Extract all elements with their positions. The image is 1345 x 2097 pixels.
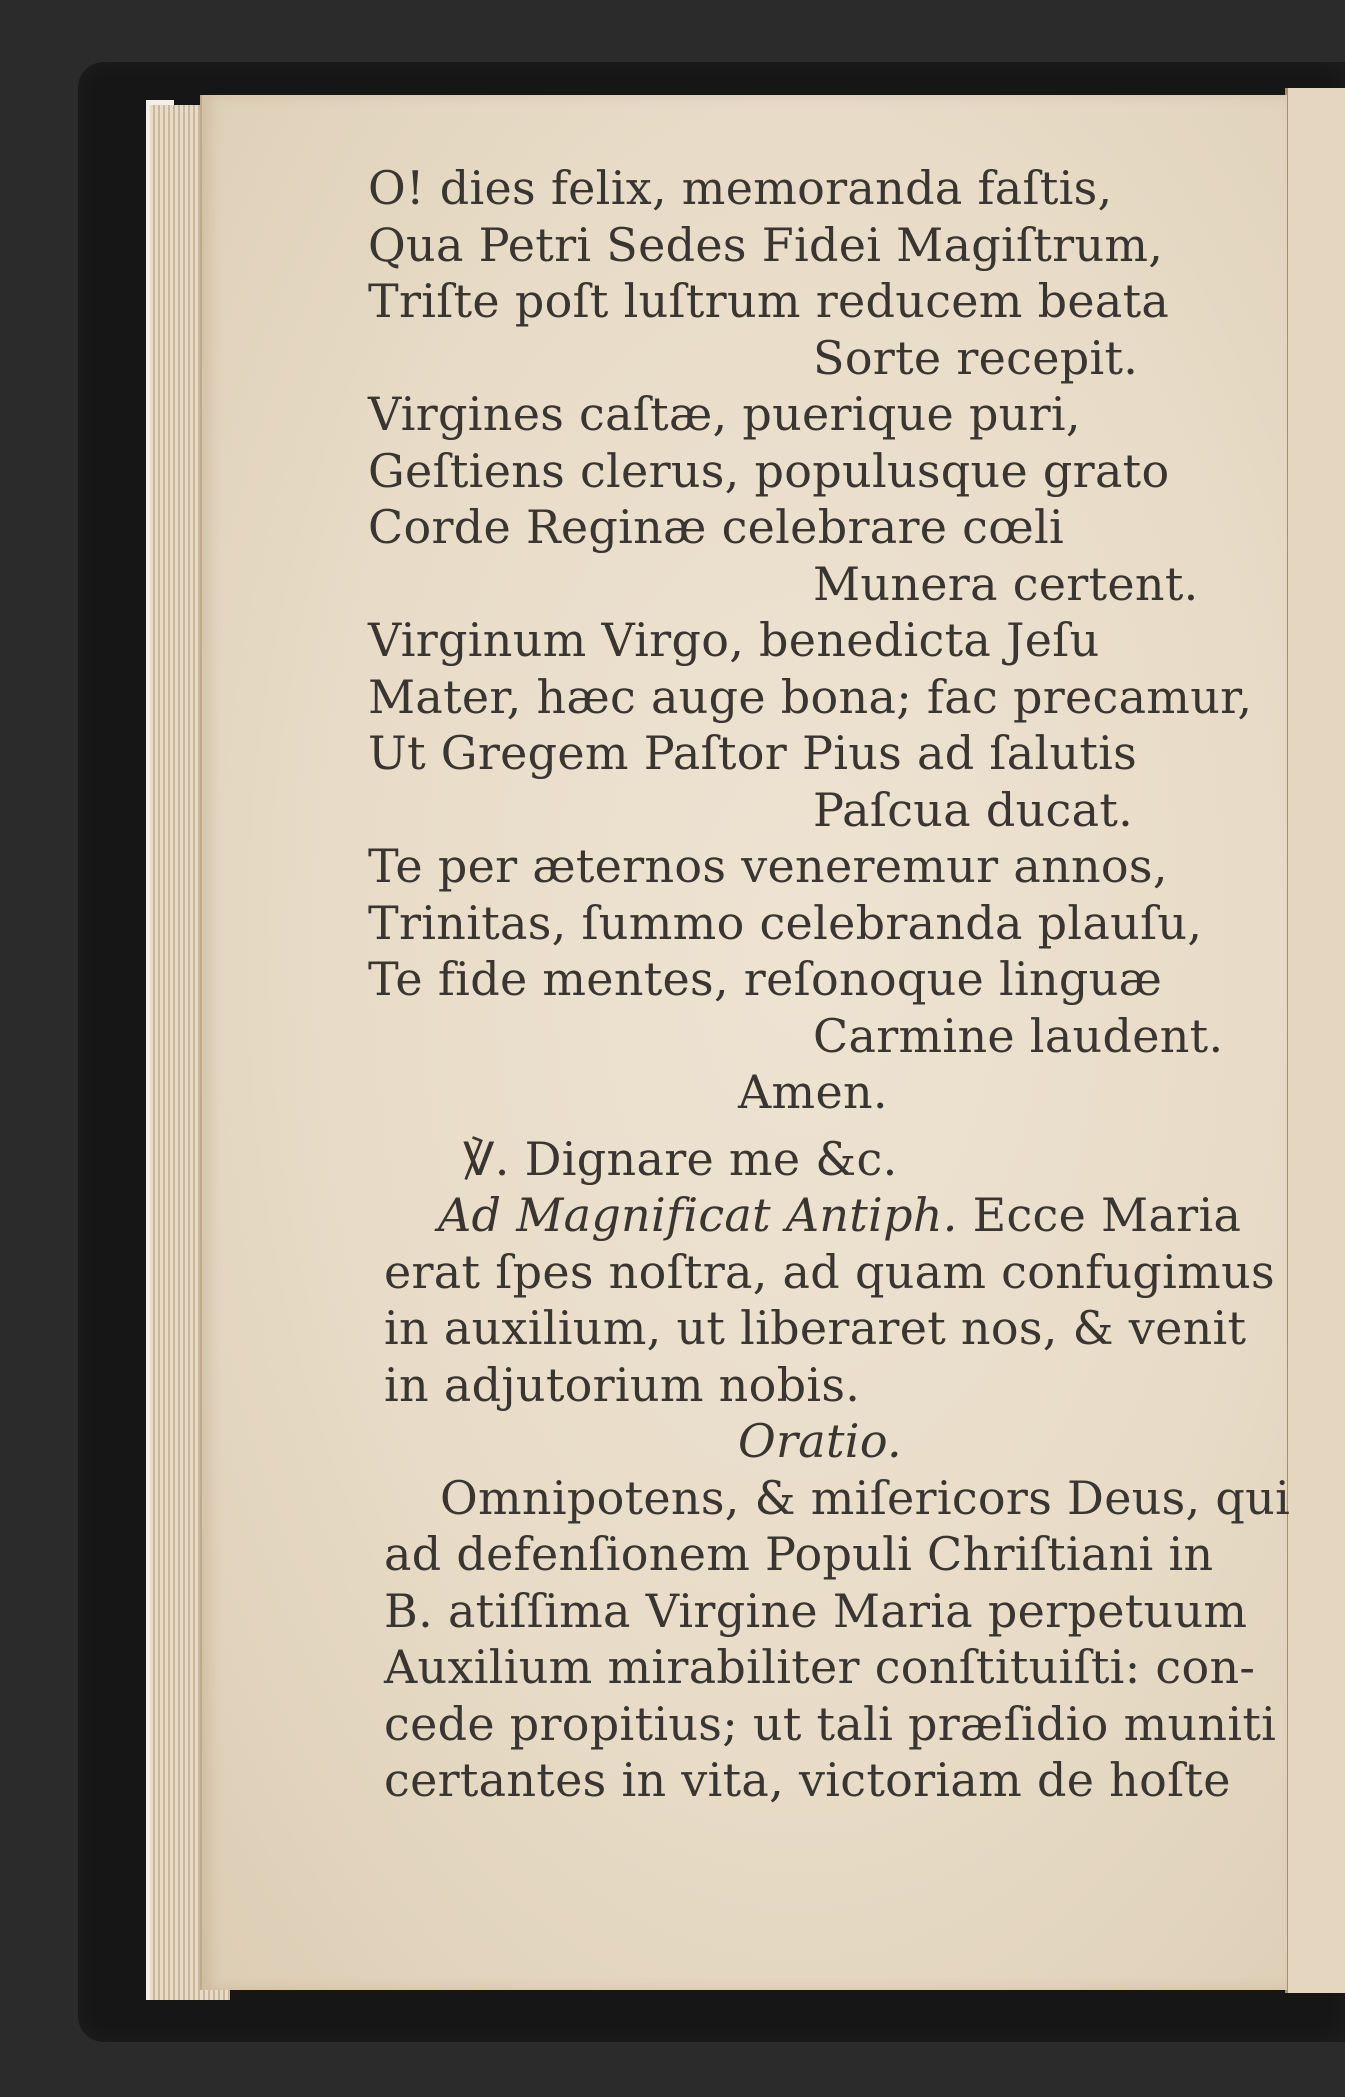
oratio-line: cede propitius; ut tali præſidio muniti (384, 1696, 1277, 1751)
hymn-refrain: Sorte recepit. (813, 330, 1139, 385)
hymn-line: Te fide mentes, reſonoque linguæ (368, 952, 1163, 1006)
hymn-line: Virginum Virgo, benedicta Jeſu (368, 613, 1100, 667)
antiphon-line: erat ſpes noſtra, ad quam confugimus (384, 1244, 1275, 1299)
hymn-line: Geſtiens clerus, populusque grato (368, 443, 1170, 498)
oratio-line: B. atiſſima Virgine Maria perpetuum (384, 1583, 1248, 1638)
versicle: ℣. Dignare me &c. (463, 1131, 898, 1186)
amen: Amen. (738, 1065, 888, 1119)
oratio-heading: Oratio. (738, 1414, 902, 1468)
hymn-refrain: Paſcua ducat. (813, 782, 1134, 837)
hymn-refrain: Carmine laudent. (813, 1008, 1224, 1063)
oratio-line: Omnipotens, & miſericors Deus, qui (440, 1470, 1291, 1525)
hymn-line: O! dies felix, memoranda faſtis, (368, 161, 1113, 215)
oratio-line: certantes in vita, victoriam de hoſte (384, 1753, 1231, 1807)
hymn-line: Trinitas, ſummo celebranda plauſu, (368, 895, 1203, 950)
hymn-line: Qua Petri Sedes Fidei Magiſtrum, (368, 217, 1164, 272)
antiphon-text: Ecce Maria (972, 1188, 1242, 1242)
antiphon-label: Ad Magnificat Antiph. (438, 1188, 958, 1242)
hymn-line: Corde Reginæ celebrare cœli (368, 500, 1065, 554)
antiphon-line: in adjutorium nobis. (384, 1357, 861, 1412)
antiphon-line: in auxilium, ut liberaret nos, & venit (384, 1301, 1247, 1355)
hymn-line: Triſte poſt luſtrum reducem beata (368, 274, 1170, 328)
hymn-line: Mater, hæc auge bona; fac precamur, (368, 669, 1253, 724)
oratio-line: ad defenſionem Populi Chriſtiani in (384, 1527, 1214, 1581)
hymn-refrain: Munera certent. (813, 556, 1199, 611)
page-text (368, 160, 1291, 1809)
hymn-line: Te per æternos veneremur annos, (368, 839, 1168, 893)
oratio-line: Auxilium mirabiliter conſtituiſti: con- (384, 1640, 1256, 1694)
facing-page-edge (1285, 88, 1345, 1993)
hymn-line: Ut Gregem Paſtor Pius ad ſalutis (368, 726, 1138, 780)
antiphon-first-line (368, 1187, 1263, 1244)
hymn-line: Virgines caſtæ, puerique puri, (368, 387, 1081, 441)
